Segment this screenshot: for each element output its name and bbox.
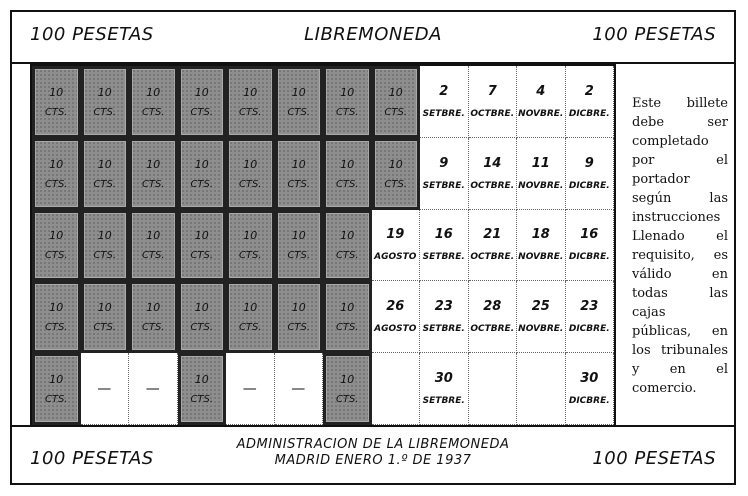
date-month: NOVBRE. [518, 108, 564, 119]
date-cell [566, 353, 615, 425]
date-month: SETBRE. [422, 324, 465, 335]
date-month: SETBRE. [422, 396, 465, 407]
empty-cell [469, 353, 518, 425]
date-cell [517, 138, 566, 210]
stamp-unit: CTS. [93, 106, 117, 118]
stamp-cell [178, 138, 227, 210]
stamp-value: 10 [291, 229, 306, 243]
stamp-value: 10 [340, 85, 355, 99]
stamp-unit: CTS. [335, 322, 359, 334]
date-month: SETBRE. [422, 108, 465, 119]
date-cell [566, 66, 615, 138]
stamp-cell [178, 66, 227, 138]
stamp-cell [275, 138, 324, 210]
header-title: LIBREMONEDA [304, 24, 442, 45]
stamp-value: 10 [291, 157, 306, 171]
header-denomination-left: 100 PESETAS [30, 24, 154, 45]
date-month: AGOSTO [374, 324, 417, 335]
stamp-cell [323, 138, 372, 210]
stamp-cell [323, 210, 372, 282]
stamp-unit: CTS. [287, 250, 311, 262]
date-day: 16 [580, 227, 599, 243]
stamp-cell [275, 281, 324, 353]
date-day: 14 [483, 155, 502, 171]
stamp-cell [129, 210, 178, 282]
stamp-cell [129, 138, 178, 210]
stamp-cell [81, 138, 130, 210]
stamp-unit: CTS. [238, 250, 262, 262]
stamp-unit: CTS. [384, 106, 408, 118]
stamp-cell [275, 66, 324, 138]
stamp-unit: CTS. [238, 106, 262, 118]
date-month: DICBRE. [568, 180, 610, 191]
date-cell [566, 138, 615, 210]
stamp-value: 10 [49, 157, 64, 171]
stamp-value: 10 [194, 373, 209, 387]
footer-denomination-right: 100 PESETAS [592, 448, 716, 469]
stamp-unit: CTS. [44, 394, 68, 406]
date-cell [420, 281, 469, 353]
stamp-grid [30, 64, 616, 427]
stamp-cell [275, 210, 324, 282]
stamp-cell [323, 66, 372, 138]
date-cell [517, 210, 566, 282]
stamp-value: 10 [146, 85, 161, 99]
stamp-unit: CTS. [141, 322, 165, 334]
stamp-unit: CTS. [190, 106, 214, 118]
date-cell [420, 138, 469, 210]
date-cell [469, 281, 518, 353]
date-day: 9 [439, 155, 449, 171]
stamp-unit: CTS. [238, 178, 262, 190]
stamp-unit: CTS. [238, 322, 262, 334]
stamp-unit: CTS. [141, 178, 165, 190]
stamp-unit: CTS. [190, 322, 214, 334]
date-month: AGOSTO [374, 252, 417, 263]
stamp-value: 10 [388, 85, 403, 99]
dash-mark: — [97, 380, 112, 397]
stamp-unit: CTS. [190, 394, 214, 406]
stamp-value: 10 [194, 85, 209, 99]
stamp-value: 10 [194, 229, 209, 243]
instructions-text: Este billete debe ser completado por el portador según las instrucciones Llenado el requisito, es válido en todas las cajas públicas, en los tribunales y en el comercio. [632, 96, 728, 396]
stamp-value: 10 [340, 229, 355, 243]
stamp-cell [178, 353, 227, 425]
bottom-divider [12, 425, 734, 427]
stamp-cell [32, 210, 81, 282]
date-month: OCTBRE. [470, 108, 515, 119]
stamp-cell [178, 281, 227, 353]
date-day: 11 [531, 155, 550, 171]
date-day: 2 [439, 83, 449, 99]
date-day: 30 [434, 371, 453, 387]
footer-issuer-line2: MADRID ENERO 1.º DE 1937 [274, 453, 472, 468]
stamp-value: 10 [340, 373, 355, 387]
date-day: 2 [584, 83, 594, 99]
stamp-value: 10 [146, 301, 161, 315]
date-day: 16 [434, 227, 453, 243]
date-day: 28 [483, 299, 502, 315]
date-cell [469, 66, 518, 138]
stamp-unit: CTS. [335, 178, 359, 190]
blank-cell [275, 353, 324, 425]
date-cell [566, 210, 615, 282]
stamp-unit: CTS. [93, 322, 117, 334]
stamp-value: 10 [97, 157, 112, 171]
stamp-cell [32, 281, 81, 353]
date-day: 26 [386, 299, 405, 315]
date-cell [372, 210, 421, 282]
stamp-unit: CTS. [44, 178, 68, 190]
stamp-unit: CTS. [141, 250, 165, 262]
dash-mark: — [145, 380, 160, 397]
stamp-value: 10 [243, 85, 258, 99]
date-cell [420, 353, 469, 425]
date-day: 30 [580, 371, 599, 387]
date-month: OCTBRE. [470, 324, 515, 335]
stamp-cell [129, 281, 178, 353]
date-cell [469, 138, 518, 210]
stamp-value: 10 [49, 85, 64, 99]
stamp-value: 10 [291, 85, 306, 99]
stamp-unit: CTS. [287, 106, 311, 118]
stamp-unit: CTS. [141, 106, 165, 118]
banknote [10, 10, 736, 485]
date-cell [420, 66, 469, 138]
date-day: 9 [584, 155, 594, 171]
stamp-unit: CTS. [287, 322, 311, 334]
stamp-cell [226, 138, 275, 210]
date-month: DICBRE. [568, 396, 610, 407]
stamp-value: 10 [146, 229, 161, 243]
date-day: 23 [580, 299, 599, 315]
date-month: DICBRE. [568, 324, 610, 335]
date-month: OCTBRE. [470, 180, 515, 191]
stamp-unit: CTS. [44, 106, 68, 118]
header-denomination-right: 100 PESETAS [592, 24, 716, 45]
blank-cell [226, 353, 275, 425]
stamp-value: 10 [97, 301, 112, 315]
stamp-value: 10 [194, 301, 209, 315]
date-cell [469, 210, 518, 282]
stamp-cell [81, 281, 130, 353]
footer-issuer-line1: ADMINISTRACION DE LA LIBREMONEDA [236, 437, 510, 452]
stamp-unit: CTS. [44, 250, 68, 262]
stamp-unit: CTS. [190, 178, 214, 190]
dash-mark: — [291, 380, 306, 397]
date-day: 19 [386, 227, 405, 243]
stamp-value: 10 [340, 157, 355, 171]
empty-cell [372, 353, 421, 425]
stamp-unit: CTS. [190, 250, 214, 262]
date-cell [517, 66, 566, 138]
date-month: DICBRE. [568, 108, 610, 119]
stamp-cell [372, 66, 421, 138]
stamp-value: 10 [49, 301, 64, 315]
date-day: 23 [434, 299, 453, 315]
date-day: 7 [487, 83, 497, 99]
stamp-cell [226, 66, 275, 138]
date-day: 25 [531, 299, 550, 315]
stamp-value: 10 [291, 301, 306, 315]
blank-cell [81, 353, 130, 425]
date-month: OCTBRE. [470, 252, 515, 263]
stamp-value: 10 [194, 157, 209, 171]
stamp-value: 10 [388, 157, 403, 171]
stamp-unit: CTS. [93, 178, 117, 190]
date-month: DICBRE. [568, 252, 610, 263]
stamp-cell [129, 66, 178, 138]
stamp-value: 10 [146, 157, 161, 171]
stamp-unit: CTS. [384, 178, 408, 190]
date-cell [372, 281, 421, 353]
empty-cell [517, 353, 566, 425]
stamp-value: 10 [49, 373, 64, 387]
date-day: 4 [536, 83, 546, 99]
date-month: NOVBRE. [518, 180, 564, 191]
stamp-value: 10 [97, 229, 112, 243]
footer-denomination-left: 100 PESETAS [30, 448, 154, 469]
stamp-cell [323, 353, 372, 425]
stamp-value: 10 [97, 85, 112, 99]
date-cell [420, 210, 469, 282]
stamp-value: 10 [49, 229, 64, 243]
stamp-cell [372, 138, 421, 210]
stamp-cell [32, 66, 81, 138]
stamp-value: 10 [243, 157, 258, 171]
stamp-unit: CTS. [335, 106, 359, 118]
date-month: NOVBRE. [518, 252, 564, 263]
stamp-unit: CTS. [335, 394, 359, 406]
stamp-cell [81, 66, 130, 138]
date-cell [566, 281, 615, 353]
stamp-cell [226, 210, 275, 282]
date-month: SETBRE. [422, 180, 465, 191]
stamp-cell [32, 353, 81, 425]
blank-cell [129, 353, 178, 425]
stamp-unit: CTS. [44, 322, 68, 334]
dash-mark: — [242, 380, 257, 397]
stamp-cell [32, 138, 81, 210]
date-cell [517, 281, 566, 353]
stamp-value: 10 [243, 229, 258, 243]
date-month: SETBRE. [422, 252, 465, 263]
stamp-value: 10 [243, 301, 258, 315]
stamp-unit: CTS. [93, 250, 117, 262]
date-day: 21 [483, 227, 502, 243]
stamp-unit: CTS. [335, 250, 359, 262]
stamp-cell [226, 281, 275, 353]
stamp-value: 10 [340, 301, 355, 315]
stamp-cell [178, 210, 227, 282]
stamp-cell [81, 210, 130, 282]
date-month: NOVBRE. [518, 324, 564, 335]
stamp-cell [323, 281, 372, 353]
stamp-unit: CTS. [287, 178, 311, 190]
date-day: 18 [531, 227, 550, 243]
